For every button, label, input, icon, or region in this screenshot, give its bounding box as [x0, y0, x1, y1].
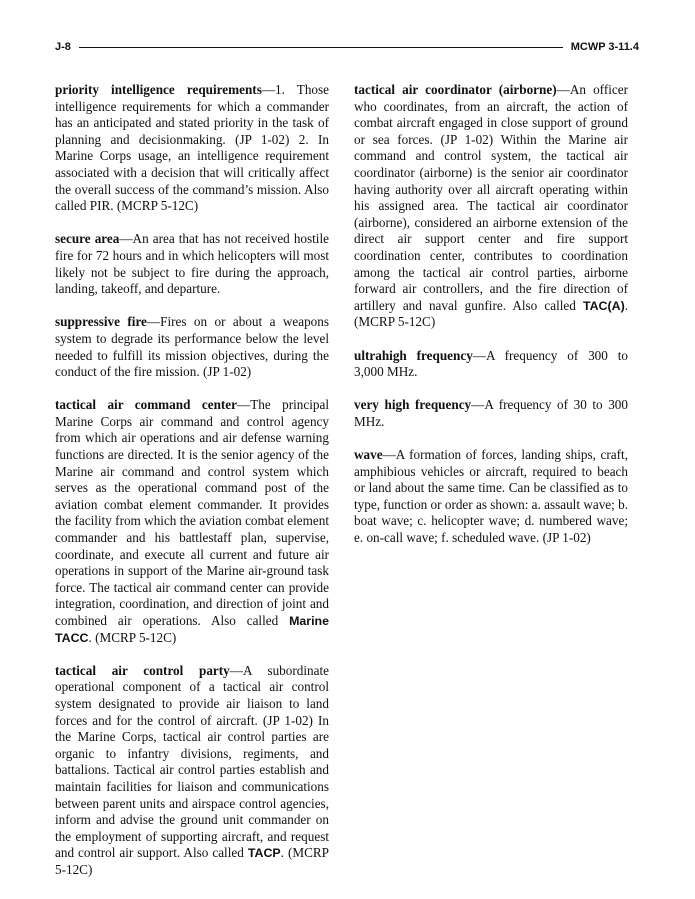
- entry-source: . (MCRP 5-12C): [88, 629, 177, 645]
- entry-term: tactical air command center: [55, 397, 237, 413]
- entry-term: tactical air coordinator (airborne): [354, 82, 557, 97]
- entry-definition: —A frequency of 300 to 3,000 MHz.: [354, 347, 628, 380]
- glossary-entry-pir: [55, 82, 329, 215]
- page-number: J-8: [55, 41, 71, 53]
- entry-definition: —A formation of forces, landing ships, craft, amphibious vehicles or aircraft, required to beach or land about the same time. Can be classified as to type, function or order as shown: a. assault wave; b. boat wave; c. helicopter wave; d. numbered wave; e. on-call wave; f. scheduled wave. (JP 1-02): [354, 447, 628, 546]
- entry-term: secure area: [55, 231, 120, 247]
- glossary-entry-secure-area: [55, 231, 329, 297]
- entry-abbreviation: Marine TACC: [55, 614, 329, 645]
- entry-term: suppressive fire: [55, 314, 147, 330]
- entry-definition: —Fires on or about a weapons system to degrade its performance below the level needed to fulfill its mission objectives, during the conduct of the fire mission. (JP 1-02): [55, 314, 329, 380]
- right-column: [354, 82, 628, 563]
- glossary-entry-suppressive-fire: [55, 314, 329, 380]
- entry-term: very high frequency: [354, 397, 472, 413]
- page-header: [55, 38, 639, 56]
- entry-abbreviation: TAC(A): [582, 298, 625, 313]
- header-rule: [79, 47, 563, 48]
- glossary-entry-tacp: [55, 663, 329, 879]
- entry-term: ultrahigh frequency: [354, 347, 473, 363]
- entry-definition: —An officer who coordinates, from an aircraft, the action of combat aircraft engaged in close support of ground or sea forces. (JP 1-02) Within the Marine air command and control system, the tactical air coordinator (airborne) is the senior air coordinator having authority over all aircraft operating within his assigned area. The tactical air coordinator (airborne), considered an airborne extension of the direct air support center and fire support coordination center, contributes to coordination among the tactical air control parties, airborne forward air controllers, and the fire direction of artillery and naval gunfire. Also called: [354, 82, 628, 313]
- entry-definition: —An area that has not received hostile fire for 72 hours and in which helicopters will most likely not be subject to fire during the approach, landing, takeoff, and departure.: [55, 231, 329, 297]
- entry-term: tactical air control party: [55, 662, 230, 678]
- glossary-entry-tac-a: [354, 82, 628, 331]
- entry-abbreviation: TACP: [247, 846, 281, 861]
- entry-term: priority intelligence requirements: [55, 82, 262, 97]
- entry-term: wave: [354, 447, 383, 463]
- entry-definition: —1. Those intelligence requirements for which a commander has an anticipated and stated priority in the task of planning and decisionmaking. (JP 1-02) 2. In Marine Corps usage, an intelligence requirement associated with a decision that will critically affect the overall success of the command’s mission. Also called PIR. (MCRP 5-12C): [55, 82, 329, 214]
- entry-source: . (MCRP 5-12C): [55, 845, 329, 877]
- glossary-entry-uhf: [354, 348, 628, 381]
- entry-definition: —A subordinate operational component of a tactical air control system designated to provide air liaison to land forces and for the control of aircraft. (JP 1-02) In the Marine Corps, tactical air control parties are organic to infantry divisions, regiments, and battalions. Tactical air control parties establish and maintain facilities for liaison and communications between parent units and airspace control agencies, inform and advise the ground unit commander on the employment of supporting aircraft, and request and control air support. Also called: [55, 662, 329, 861]
- left-column: [55, 82, 329, 895]
- entry-definition: —A frequency of 30 to 300 MHz.: [354, 397, 628, 429]
- document-id: MCWP 3-11.4: [570, 41, 639, 53]
- glossary-entry-vhf: [354, 397, 628, 430]
- entry-source: . (MCRP 5-12C): [354, 297, 628, 330]
- glossary-entry-wave: [354, 447, 628, 547]
- entry-definition: —The principal Marine Corps air command and control agency from which air operations and air defense warning functions are directed. It is the senior agency of the Marine air command and control system which serves as the operational command post of the aviation combat element commander. It provides the facility from which the aviation combat element commander and his battlestaff plan, supervise, coordinate, and execute all current and future air operations in support of the Marine air-ground task force. The tactical air command center can provide integration, coordination, and direction of joint and combined air operations. Also called: [55, 397, 329, 628]
- glossary-entry-tacc: [55, 397, 329, 646]
